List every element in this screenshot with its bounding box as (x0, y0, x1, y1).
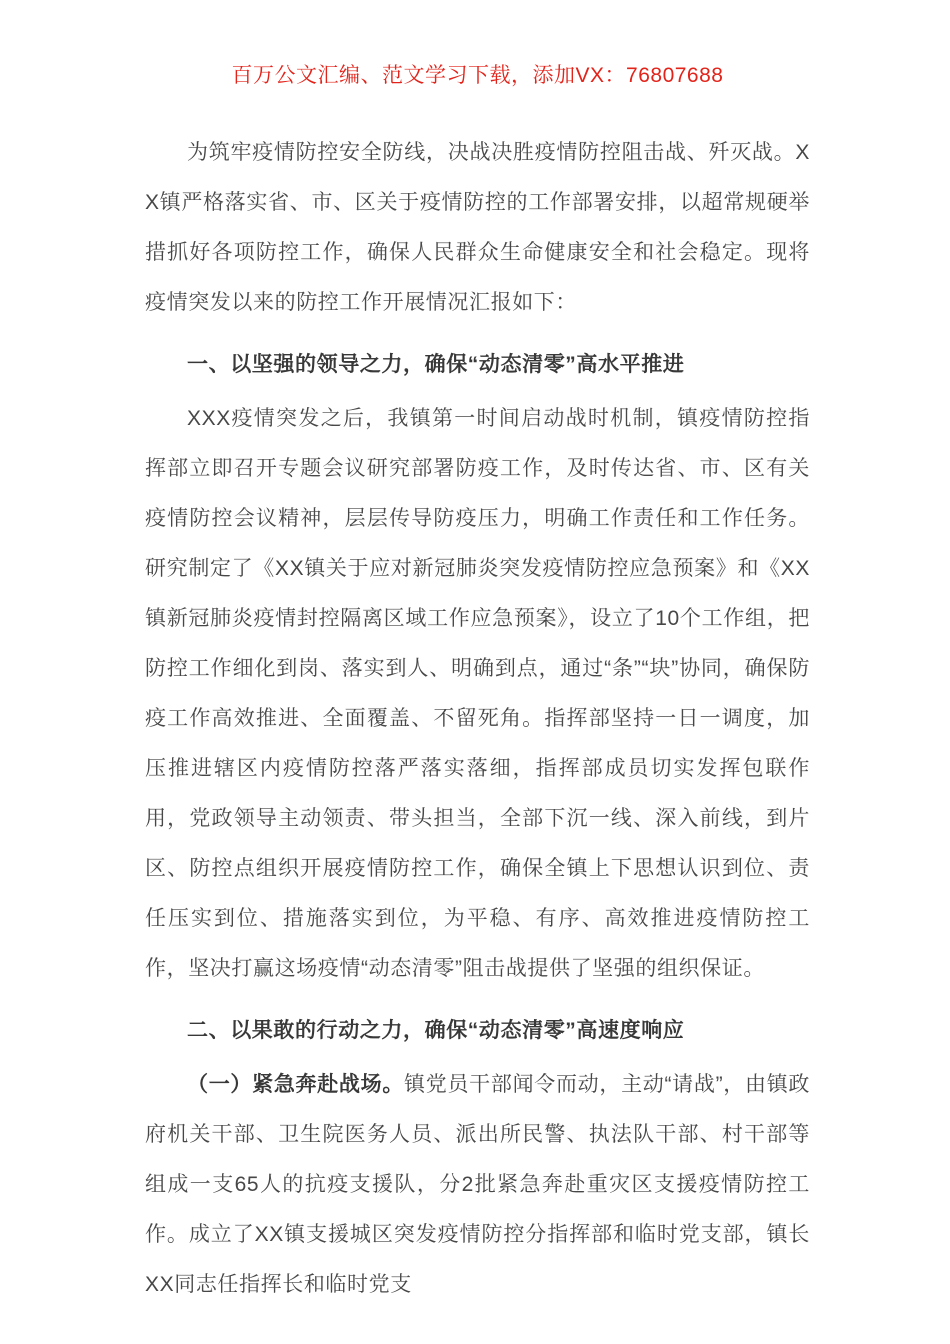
section-heading: 二、以果敢的行动之力，确保“动态清零”高速度响应 (187, 1019, 685, 1042)
promo-notice: 百万公文汇编、范文学习下载，添加VX：76807688 (231, 64, 724, 87)
paragraph: （一）紧急奔赴战场。镇党员干部闻令而动，主动“请战”，由镇政府机关干部、卫生院医务人员、派出所民警、执法队干部、村干部等组成一支65人的抗疫支援队，分2批紧急奔赴重灾区支援疫情防控工作。成立了XX镇支援城区突发疫情防控分指挥部和临时党支部，镇长XX同志任指挥长和临时党支 (145, 1073, 810, 1296)
document-body (145, 128, 810, 1310)
paragraph-lead: （一）紧急奔赴战场。 (187, 1073, 405, 1096)
section-heading: 一、以坚强的领导之力，确保“动态清零”高水平推进 (187, 353, 685, 376)
paragraph: XXX疫情突发之后，我镇第一时间启动战时机制，镇疫情防控指挥部立即召开专题会议研究部署防疫工作，及时传达省、市、区有关疫情防控会议精神，层层传导防疫压力，明确工作责任和工作任务。研究制定了《XX镇关于应对新冠肺炎突发疫情防控应急预案》和《XX镇新冠肺炎疫情封控隔离区域工作应急预案》，设立了10个工作组，把防控工作细化到岗、落实到人、明确到点，通过“条”“块”协同，确保防疫工作高效推进、全面覆盖、不留死角。指挥部坚持一日一调度，加压推进辖区内疫情防控落严落实落细，指挥部成员切实发挥包联作用，党政领导主动领责、带头担当，全部下沉一线、深入前线，到片区、防控点组织开展疫情防控工作，确保全镇上下思想认识到位、责任压实到位、措施落实到位，为平稳、有序、高效推进疫情防控工作，坚决打赢这场疫情“动态清零”阻击战提供了坚强的组织保证。 (145, 407, 810, 980)
paragraph: 为筑牢疫情防控安全防线，决战决胜疫情防控阻击战、歼灭战。XX镇严格落实省、市、区关于疫情防控的工作部署安排，以超常规硬举措抓好各项防控工作，确保人民群众生命健康安全和社会稳定。现将疫情突发以来的防控工作开展情况汇报如下： (145, 141, 810, 314)
